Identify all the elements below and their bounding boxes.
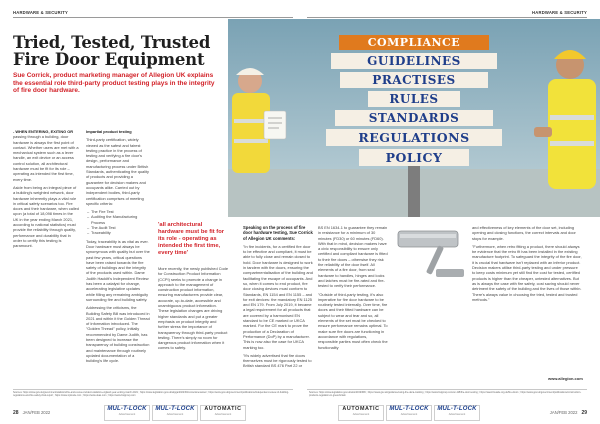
issue-date: JAN/FEB 2022: [549, 410, 578, 415]
logo-text: MUL-T-LOCK: [389, 406, 429, 412]
sign-regulations: REGULATIONS: [326, 129, 502, 146]
door-closer-image: [392, 217, 472, 295]
logo-caption: Advertisement: [166, 413, 184, 416]
issue-date: JAN/FEB 2022: [22, 410, 51, 415]
col5-para-1: BS EN 1634-1 to guarantee they remain in resistance for a minimum of 30 minutes (FD30) or 60 minutes (FD60). With that in mind, decision makers have a civic responsibility to ensure only certified and compliant hardware is fitted to their fire doors – otherwise they risk the reliability of the door itself. All elements of a fire door, from seal hardware to handles, hinges and locks and latches must be fire-rated and fire-tested to verify their performance.: [318, 225, 388, 289]
col2-para-2: Today, traceability is as vital as ever. Door hardware must always be synonymous with quality but over the past few years, critical questions have been raised towards the fire safety of buildings and the integrity of the products used within. Dame Judith Hackitt's Independent Review has been a catalyst for change, accelerating legislative updates while filling any remaining ambiguity surrounding fire and building safety.: [86, 238, 150, 302]
body-column-6: [472, 225, 582, 369]
hero-image: [228, 19, 600, 217]
sources-left: Sources: https://www.gov.uk/government/statistics/fire-and-rescue-incident-statistics-england-year-ending-march-2021 ; https://www.legislation.gov.uk/ukpga/2022/30/contents/enacted ; https://www.gov.uk/government/publications/independent-review-of-building-regulations-and-fire-safety-final-report ; https://www.cpicode.com ; https://www.ukas.com ; https://www.bsigroup.com: [13, 391, 289, 398]
advert-logo-4[interactable]: [338, 405, 384, 421]
col1-para-1: passing through a building, door hardware is always the first point of contact. Whether users are met with a mechanical system such as a lever handle, an exit device or an access control solution, all architectural hardware must be fit for its role – operating as intended the first time, every time.: [13, 134, 79, 182]
headline-line-2: Fire Door Equipment: [13, 49, 205, 69]
pull-quote-block: [158, 222, 228, 257]
col4-heading: Speaking on the process of fire door hardware testing, Sue Corrick of Allegion UK comments:: [243, 225, 313, 241]
body-column-1: [13, 129, 79, 384]
page-number-left: [13, 410, 50, 416]
logo-caption: Advertisement: [352, 413, 370, 416]
col6-para-1: and effectiveness of key elements of the door set, including opening and closing functions, the correct intervals and door stops for example.: [472, 225, 576, 241]
logo-text: MUL-T-LOCK: [437, 406, 477, 412]
advert-logo-6[interactable]: [434, 405, 480, 421]
website-link[interactable]: www.allegion.com: [548, 376, 583, 381]
logo-caption: Advertisement: [118, 413, 136, 416]
criteria-item: – Traceability: [91, 230, 150, 235]
body-column-2: [86, 129, 150, 384]
col5-para-2: "Outside of third-party testing, it's also imperative for fire door hardware to be routinely tested internally. Over time, fire doors and their fitted hardware can be subject to wear and tear and so, all elements of the set must be checked to ensure performance remains optimal. To make sure fire doors are functioning in accordance with regulations, responsible parties must often check the functionality: [318, 291, 388, 350]
sign-standards: STANDARDS: [335, 110, 493, 126]
logo-caption: Advertisement: [214, 413, 232, 416]
sign-practises: PRACTISES: [340, 72, 488, 88]
advert-logo-2[interactable]: [152, 405, 198, 421]
body-column-5: [318, 225, 388, 384]
page-num: 29: [581, 410, 587, 416]
door-closer-svg: [392, 217, 472, 295]
col2-heading: Impartial product testing: [86, 129, 132, 134]
footer-rule-right: [307, 389, 587, 390]
col1-para-2: Aside from being an integral piece of a building's weighted network, door hardware inherently plays a vital role in critical safety scenarios too. Fire doors and their hardware, when called upon (a total of 18,098 times in the UK in the year ending March 2021, according to national statistics) must provide the reliability through quality, performance and durability that in order to certify this testing is paramount.: [13, 184, 79, 249]
col2-para-1: Third-party certification, widely viewed as the safest and fairest testing practice in the process of testing and verifying a fire door's design, performance and manufacturing process under British Standards, authenticating the quality of products and providing a guarantee for decision makers and occupants alike. Carried out by independent bodies, third-party certification comprises of meeting specific criteria:: [86, 137, 149, 206]
sources-right: Sources: https://www.legislation.gov.uk/uksi/2019/696 ; https://www.gov.uk/guidance/using-the-ukca-marking ; https://www.bsigroup.com/en-GB/fire-door-testing ; https://www.firesafe.org.uk/fire-doors ; https://www.gov.uk/government/publications/construction-products-regulation-in-great-britain: [309, 391, 582, 398]
section-tag-left: HARDWARE & SECURITY: [13, 10, 68, 15]
advert-logo-5[interactable]: [386, 405, 432, 421]
logo-text: AUTOMATIC: [342, 406, 380, 412]
sign-compliance: COMPLIANCE: [339, 35, 489, 50]
headline-line-1: Tried, Tested, Trusted: [13, 33, 211, 52]
criteria-item: – Auditing the Manufacturing Process: [91, 214, 150, 225]
section-tag-right: HARDWARE & SECURITY: [532, 10, 587, 15]
col3-para-1: More recently, the newly published Code for Construction Product Information (CCPI) seeks to promote a change in approach to the management of construction product information, ensuring manufacturers provide clear, accurate, up-to-date, accessible and unambiguous product information. These legislation changes are driving higher standards and put a greater emphasis on product integrity and further stress the importance of transparency through third-party product testing. There's simply no room for dangerous product information when it comes to safety.: [158, 266, 228, 351]
footer-rule-left: [13, 389, 293, 390]
criteria-list: [86, 209, 150, 235]
header-rule-right: [307, 17, 587, 18]
col4-para-2: "It's widely advertised that fire doors themselves must be rigorously tested to British standard BS 476 Part 22 or: [243, 352, 312, 369]
body-column-4: [243, 225, 313, 384]
sign-guidelines: GUIDELINES: [331, 53, 497, 69]
advert-logo-1[interactable]: [104, 405, 150, 421]
page-number-right: [550, 410, 587, 416]
pull-quote: 'all architectural hardware must be fit for its role - operating as intended the first time, every time': [158, 222, 225, 256]
sign-rules: RULES: [368, 91, 460, 107]
logo-caption: Advertisement: [400, 413, 418, 416]
col6-para-2: "Furthermore, when retro fitting a product, there should always be evidence that the retro fit has been installed in the existing manufacture footprint. To safeguard the integrity of the fire door, it is crucial that hardware isn't replaced with an inferior product. Decision makers utilise third-party testing and under pressure to keep costs minimum yet still find the cost for tested, certified products is higher than the cheaper, untested alternatives. But as is always the case with fire safety, cost saving should never detriment the safety of the building and the lives of those within. There's always value in choosing the tried, tested and trusted methods.": [472, 243, 582, 302]
logo-text: MUL-T-LOCK: [155, 406, 195, 412]
col1-lead: - WHEN ENTERING, EXITING OR: [13, 129, 74, 134]
logo-text: MUL-T-LOCK: [107, 406, 147, 412]
advert-logo-3[interactable]: [200, 405, 246, 421]
criteria-item: – The Audit Test: [91, 225, 150, 230]
logo-caption: Advertisement: [448, 413, 466, 416]
header-rule-left: [13, 17, 293, 18]
article-standfirst: Sue Corrick, product marketing manager of Allegion UK explains the essential role third-party product testing plays in the integrity of fire door hardware.: [13, 72, 215, 95]
page-num: 28: [13, 410, 19, 416]
criteria-item: – The Fire Test: [91, 209, 150, 214]
sign-policy: POLICY: [359, 149, 469, 166]
col2-para-3: Addressing the criticisms, the Building Safety Bill was introduced in 2021 and within it the Golden Thread of Information introduced. The "Golden Thread" policy, initially recommended by Dame Judith, has been designed to increase the transparency of building construction and maintenance through routinely updated documentation of a building's life cycle.: [86, 305, 150, 364]
logo-text: AUTOMATIC: [204, 406, 242, 412]
body-column-3: [158, 266, 228, 384]
col4-para-1: "In fire incidents, for a certified fire door to be effective and compliant, it must be able to fully close and remain closed to hold. Door hardware is designed to work in tandem with the doors, ensuring the compartmentalisation of the building and facilitating the escape of occupants. And so, when it comes to end product, fire door closing devices must conform to Standards, EN 1154 and EN 1155 – and for exit devices: the mandatory EN 1125 and EN 179. From July 2019, it became a legal requirement for all products that are covered by a harmonised EN standard to be CE marked or UKCA marked. For the CE mark to prove the production of a Declaration of Performance (DoP) by a manufacturer. This is now also the case for UKCA marking too.: [243, 243, 313, 350]
